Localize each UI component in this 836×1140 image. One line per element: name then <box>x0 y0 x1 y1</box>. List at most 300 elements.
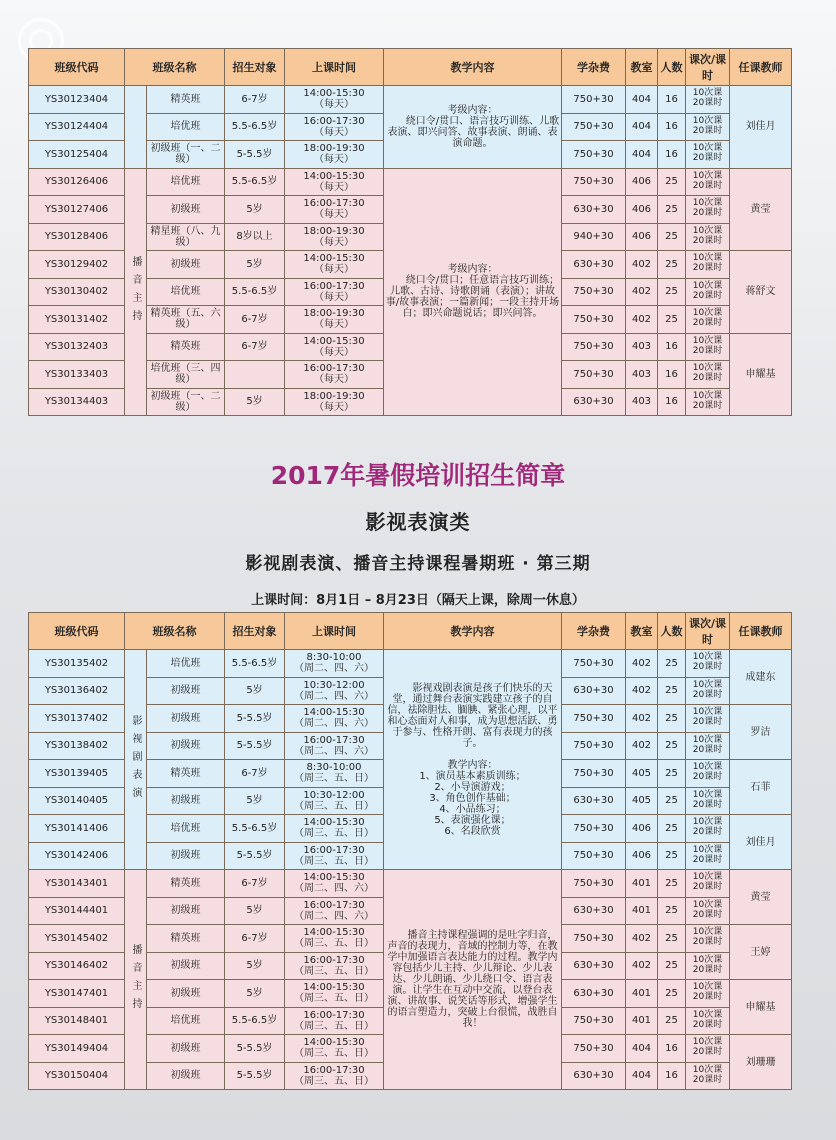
course-subtitle: 影视剧表演、播音主持课程暑期班 · 第三期 <box>245 554 591 574</box>
lesson-count: 10次课 <box>692 734 723 745</box>
teacher: 申耀基 <box>730 333 792 416</box>
class-code: YS30144401 <box>29 897 125 925</box>
audience: 5岁 <box>225 897 285 925</box>
time-range: 14:00-15:30 <box>303 335 365 347</box>
teacher: 石菲 <box>730 760 792 815</box>
student-count: 25 <box>658 223 686 251</box>
lesson-count: 10次课 <box>692 762 723 773</box>
group-label-cell: 播音主持 <box>125 168 147 416</box>
time-range: 14:00-15:30 <box>303 872 365 884</box>
class-name: 初级班 <box>147 787 225 815</box>
student-count: 25 <box>658 251 686 279</box>
class-name: 初级班 <box>147 842 225 870</box>
class-time <box>285 650 384 678</box>
header-fee: 学杂费 <box>562 613 626 650</box>
room: 402 <box>626 306 658 334</box>
student-count: 25 <box>658 278 686 306</box>
lesson-count: 10次课 <box>692 88 723 99</box>
fee: 750+30 <box>562 732 626 760</box>
teacher: 成建东 <box>730 650 792 705</box>
time-days: （周二、四、六） <box>294 718 374 730</box>
lesson-hours: 20课时 <box>692 717 723 728</box>
lesson-count: 10次课 <box>692 1037 723 1048</box>
class-code: YS30131402 <box>29 306 125 334</box>
hours <box>686 760 730 788</box>
fee: 750+30 <box>562 86 626 114</box>
table-row <box>29 870 792 898</box>
student-count: 25 <box>658 650 686 678</box>
header-teacher: 任课教师 <box>730 49 792 86</box>
time-days: （每天） <box>314 264 354 276</box>
room: 402 <box>626 278 658 306</box>
time-range: 14:00-15:30 <box>303 707 365 719</box>
class-code: YS30123404 <box>29 86 125 114</box>
header-code: 班级代码 <box>29 613 125 650</box>
header-audience: 招生对象 <box>225 613 285 650</box>
audience: 5-5.5岁 <box>225 842 285 870</box>
content-description: 播音主持课程强调的是吐字归音，声音的表现力，音域的控制力等，在教学中加强语言表达能力的过程。教学内容包括少儿主持、少儿辩论、少儿表达、少儿朗诵、少儿绕口令、语言表演。让学生在互动中交流，以登台表演、讲故事、说笑话等形式，增强学生的语言塑造力，突破上台很慌，战胜自我！ <box>384 870 562 1090</box>
header-room: 教室 <box>626 613 658 650</box>
lesson-count: 10次课 <box>692 390 723 401</box>
table-header-row <box>29 613 792 650</box>
group-label-cell: 播音主持 <box>125 870 147 1090</box>
header-hours: 课次/课时 <box>686 613 730 650</box>
teacher: 黄莹 <box>730 870 792 925</box>
lesson-count: 10次课 <box>692 707 723 718</box>
class-time <box>285 361 384 389</box>
student-count: 25 <box>658 897 686 925</box>
hours <box>686 732 730 760</box>
class-time <box>285 223 384 251</box>
audience: 6-7岁 <box>225 760 285 788</box>
fee: 630+30 <box>562 251 626 279</box>
class-time <box>285 705 384 733</box>
time-range: 16:00-17:30 <box>303 115 365 127</box>
group-label-cell <box>125 86 147 169</box>
student-count: 25 <box>658 306 686 334</box>
header-content: 教学内容 <box>384 49 562 86</box>
room: 404 <box>626 141 658 169</box>
audience <box>225 361 285 389</box>
audience: 6-7岁 <box>225 925 285 953</box>
header-content: 教学内容 <box>384 613 562 650</box>
audience: 5-5.5岁 <box>225 705 285 733</box>
class-code: YS30124404 <box>29 113 125 141</box>
fee: 750+30 <box>562 168 626 196</box>
fee: 630+30 <box>562 388 626 416</box>
table-row <box>29 168 792 196</box>
lesson-hours: 20课时 <box>692 827 723 838</box>
class-name: 培优班 <box>147 278 225 306</box>
class-time <box>285 168 384 196</box>
header-audience: 招生对象 <box>225 49 285 86</box>
hours <box>686 223 730 251</box>
class-code: YS30150404 <box>29 1062 125 1090</box>
header-time: 上课时间 <box>285 613 384 650</box>
lesson-hours: 20课时 <box>692 345 723 356</box>
time-days: （周三、五、日） <box>294 993 374 1005</box>
hours <box>686 306 730 334</box>
lesson-hours: 20课时 <box>692 125 723 136</box>
audience: 5-5.5岁 <box>225 1062 285 1090</box>
class-name: 精英班 <box>147 925 225 953</box>
lesson-hours: 20课时 <box>692 208 723 219</box>
class-name: 精英班（五、六级） <box>147 306 225 334</box>
time-range: 18:00-19:30 <box>303 143 365 155</box>
fee: 630+30 <box>562 952 626 980</box>
header-code: 班级代码 <box>29 49 125 86</box>
fee: 630+30 <box>562 787 626 815</box>
class-time <box>285 113 384 141</box>
room: 401 <box>626 1007 658 1035</box>
time-days: （周二、四、六） <box>294 745 374 757</box>
student-count: 25 <box>658 787 686 815</box>
class-name: 初级班（一、二级） <box>147 141 225 169</box>
class-code: YS30149404 <box>29 1035 125 1063</box>
time-range: 8:30-10:00 <box>306 652 362 664</box>
room: 405 <box>626 787 658 815</box>
fee: 750+30 <box>562 113 626 141</box>
hours <box>686 333 730 361</box>
schedule-note: 上课时间：8月1日 – 8月23日（隔天上课，除周一休息） <box>251 593 585 608</box>
time-days: （每天） <box>314 181 354 193</box>
class-time <box>285 815 384 843</box>
audience: 5.5-6.5岁 <box>225 278 285 306</box>
time-days: （每天） <box>314 99 354 111</box>
fee: 750+30 <box>562 1035 626 1063</box>
lesson-count: 10次课 <box>692 1009 723 1020</box>
teacher: 刘佳月 <box>730 815 792 870</box>
class-name: 初级班 <box>147 1035 225 1063</box>
fee: 630+30 <box>562 897 626 925</box>
lesson-count: 10次课 <box>692 679 723 690</box>
class-time <box>285 1007 384 1035</box>
lesson-hours: 20课时 <box>692 153 723 164</box>
lesson-hours: 20课时 <box>692 689 723 700</box>
class-code: YS30125404 <box>29 141 125 169</box>
hours <box>686 86 730 114</box>
lesson-count: 10次课 <box>692 335 723 346</box>
hours <box>686 196 730 224</box>
group-label-cell: 影视剧表演 <box>125 650 147 870</box>
content-description: 考级内容： 绕口令/贯口；任意语言技巧训练；儿歌、古诗、诗歌朗诵（表演）；讲故事/故事表演；一篇新闻；一段主持开场白；即兴命题说话；即兴问答。 <box>384 168 562 416</box>
fee: 630+30 <box>562 196 626 224</box>
teacher: 罗洁 <box>730 705 792 760</box>
lesson-hours: 20课时 <box>692 290 723 301</box>
class-name: 培优班 <box>147 650 225 678</box>
time-range: 14:00-15:30 <box>303 927 365 939</box>
fee: 750+30 <box>562 1007 626 1035</box>
student-count: 25 <box>658 196 686 224</box>
time-days: （周二、四、六） <box>294 910 374 922</box>
audience: 5-5.5岁 <box>225 141 285 169</box>
class-code: YS30126406 <box>29 168 125 196</box>
audience: 6-7岁 <box>225 333 285 361</box>
teacher: 黄莹 <box>730 168 792 251</box>
class-name: 培优班 <box>147 815 225 843</box>
time-days: （周三、五、日） <box>294 828 374 840</box>
time-days: （周二、四、六） <box>294 690 374 702</box>
lesson-count: 10次课 <box>692 844 723 855</box>
header-time: 上课时间 <box>285 49 384 86</box>
student-count: 16 <box>658 361 686 389</box>
class-code: YS30128406 <box>29 223 125 251</box>
class-code: YS30139405 <box>29 760 125 788</box>
audience: 5-5.5岁 <box>225 732 285 760</box>
class-code: YS30141406 <box>29 815 125 843</box>
lesson-hours: 20课时 <box>692 318 723 329</box>
time-range: 14:00-15:30 <box>303 88 365 100</box>
student-count: 16 <box>658 388 686 416</box>
room: 406 <box>626 842 658 870</box>
room: 406 <box>626 168 658 196</box>
lesson-hours: 20课时 <box>692 937 723 948</box>
class-code: YS30133403 <box>29 361 125 389</box>
time-days: （每天） <box>314 401 354 413</box>
lesson-hours: 20课时 <box>692 180 723 191</box>
lesson-hours: 20课时 <box>692 1019 723 1030</box>
lesson-count: 10次课 <box>692 198 723 209</box>
class-name: 精英班 <box>147 870 225 898</box>
room: 406 <box>626 223 658 251</box>
time-range: 10:30-12:00 <box>303 789 365 801</box>
time-range: 16:00-17:30 <box>303 899 365 911</box>
class-code: YS30143401 <box>29 870 125 898</box>
room: 402 <box>626 732 658 760</box>
header-count: 人数 <box>658 613 686 650</box>
lesson-count: 10次课 <box>692 652 723 663</box>
fee: 750+30 <box>562 333 626 361</box>
lesson-count: 10次课 <box>692 789 723 800</box>
room: 401 <box>626 980 658 1008</box>
header-hours: 课次/课时 <box>686 49 730 86</box>
hours <box>686 361 730 389</box>
fee: 750+30 <box>562 842 626 870</box>
class-name: 精星班（八、九级） <box>147 223 225 251</box>
fee: 750+30 <box>562 278 626 306</box>
fee: 750+30 <box>562 650 626 678</box>
class-name: 初级班 <box>147 1062 225 1090</box>
class-code: YS30146402 <box>29 952 125 980</box>
class-code: YS30140405 <box>29 787 125 815</box>
time-days: （每天） <box>314 209 354 221</box>
time-range: 16:00-17:30 <box>303 954 365 966</box>
hours <box>686 1035 730 1063</box>
room: 403 <box>626 333 658 361</box>
lesson-hours: 20课时 <box>692 1074 723 1085</box>
lesson-hours: 20课时 <box>692 882 723 893</box>
class-time <box>285 1035 384 1063</box>
room: 404 <box>626 1062 658 1090</box>
class-code: YS30137402 <box>29 705 125 733</box>
class-time <box>285 1062 384 1090</box>
class-name: 初级班 <box>147 196 225 224</box>
time-range: 18:00-19:30 <box>303 390 365 402</box>
hours <box>686 705 730 733</box>
hours <box>686 278 730 306</box>
class-time <box>285 925 384 953</box>
lesson-count: 10次课 <box>692 817 723 828</box>
class-time <box>285 388 384 416</box>
lesson-count: 10次课 <box>692 954 723 965</box>
fee: 750+30 <box>562 306 626 334</box>
table-row <box>29 650 792 678</box>
class-code: YS30134403 <box>29 388 125 416</box>
lesson-count: 10次课 <box>692 225 723 236</box>
class-name: 精英班 <box>147 333 225 361</box>
audience: 5.5-6.5岁 <box>225 168 285 196</box>
hours <box>686 1062 730 1090</box>
fee: 750+30 <box>562 925 626 953</box>
class-time <box>285 677 384 705</box>
student-count: 16 <box>658 1062 686 1090</box>
fee: 750+30 <box>562 361 626 389</box>
student-count: 25 <box>658 870 686 898</box>
fee: 750+30 <box>562 141 626 169</box>
page-title: 2017年暑假培训招生简章 <box>270 461 566 490</box>
audience: 8岁以上 <box>225 223 285 251</box>
class-code: YS30142406 <box>29 842 125 870</box>
teacher: 蒋舒文 <box>730 251 792 334</box>
time-range: 16:00-17:30 <box>303 1009 365 1021</box>
hours <box>686 113 730 141</box>
lesson-count: 10次课 <box>692 363 723 374</box>
audience: 5-5.5岁 <box>225 1035 285 1063</box>
hours <box>686 870 730 898</box>
time-days: （每天） <box>314 374 354 386</box>
time-days: （周三、五、日） <box>294 773 374 785</box>
student-count: 16 <box>658 141 686 169</box>
student-count: 25 <box>658 168 686 196</box>
time-range: 16:00-17:30 <box>303 280 365 292</box>
class-time <box>285 141 384 169</box>
class-time <box>285 333 384 361</box>
room: 403 <box>626 388 658 416</box>
class-time <box>285 980 384 1008</box>
audience: 6-7岁 <box>225 306 285 334</box>
audience: 5岁 <box>225 677 285 705</box>
hours <box>686 787 730 815</box>
hours <box>686 980 730 1008</box>
class-time <box>285 870 384 898</box>
fee: 630+30 <box>562 1062 626 1090</box>
student-count: 16 <box>658 113 686 141</box>
time-days: （周三、五、日） <box>294 965 374 977</box>
room: 402 <box>626 705 658 733</box>
time-range: 16:00-17:30 <box>303 1064 365 1076</box>
class-time <box>285 787 384 815</box>
schedule-table-1 <box>28 48 792 416</box>
time-days: （每天） <box>314 154 354 166</box>
time-range: 14:00-15:30 <box>303 1037 365 1049</box>
teacher: 刘珊珊 <box>730 1035 792 1090</box>
time-days: （每天） <box>314 126 354 138</box>
time-range: 14:00-15:30 <box>303 817 365 829</box>
hours <box>686 677 730 705</box>
hours <box>686 388 730 416</box>
class-code: YS30145402 <box>29 925 125 953</box>
lesson-hours: 20课时 <box>692 964 723 975</box>
student-count: 25 <box>658 842 686 870</box>
class-code: YS30132403 <box>29 333 125 361</box>
class-code: YS30130402 <box>29 278 125 306</box>
class-code: YS30135402 <box>29 650 125 678</box>
class-name: 初级班 <box>147 705 225 733</box>
time-days: （每天） <box>314 319 354 331</box>
student-count: 25 <box>658 677 686 705</box>
lesson-count: 10次课 <box>692 899 723 910</box>
student-count: 25 <box>658 732 686 760</box>
header-count: 人数 <box>658 49 686 86</box>
time-range: 14:00-15:30 <box>303 253 365 265</box>
class-name: 精英班 <box>147 86 225 114</box>
lesson-count: 10次课 <box>692 115 723 126</box>
audience: 6-7岁 <box>225 870 285 898</box>
room: 404 <box>626 86 658 114</box>
student-count: 25 <box>658 980 686 1008</box>
student-count: 25 <box>658 952 686 980</box>
room: 402 <box>626 650 658 678</box>
content-description: 影视戏剧表演是孩子们快乐的天堂，通过舞台表演实践建立孩子的自信，祛除胆怯、腼腆、紧张心理，以平和心态面对人和事，成为思想活跃、勇于参与、性格开朗、富有表现力的孩子。 教学内容： 1、演员基本素质训练； 2、小导演游戏； 3、角色创作基础； 4、小品练习； 5、表演强化课； 6、名段欣赏 <box>384 650 562 870</box>
category-title: 影视表演类 <box>365 510 471 534</box>
class-time <box>285 306 384 334</box>
table-header-row <box>29 49 792 86</box>
time-range: 14:00-15:30 <box>303 982 365 994</box>
class-name: 培优班 <box>147 1007 225 1035</box>
lesson-count: 10次课 <box>692 1064 723 1075</box>
hours <box>686 952 730 980</box>
fee: 630+30 <box>562 677 626 705</box>
time-range: 14:00-15:30 <box>303 170 365 182</box>
fee: 630+30 <box>562 980 626 1008</box>
class-time <box>285 196 384 224</box>
room: 402 <box>626 251 658 279</box>
class-code: YS30136402 <box>29 677 125 705</box>
header-class-name: 班级名称 <box>125 613 225 650</box>
fee: 750+30 <box>562 760 626 788</box>
time-days: （每天） <box>314 346 354 358</box>
audience: 5岁 <box>225 388 285 416</box>
room: 405 <box>626 760 658 788</box>
time-range: 10:30-12:00 <box>303 679 365 691</box>
class-time <box>285 86 384 114</box>
time-days: （周二、四、六） <box>294 663 374 675</box>
hours <box>686 650 730 678</box>
class-time <box>285 952 384 980</box>
room: 403 <box>626 361 658 389</box>
hours <box>686 815 730 843</box>
lesson-count: 10次课 <box>692 872 723 883</box>
class-name: 初级班 <box>147 251 225 279</box>
time-days: （每天） <box>314 236 354 248</box>
audience: 5岁 <box>225 980 285 1008</box>
time-range: 16:00-17:30 <box>303 198 365 210</box>
time-days: （周三、五、日） <box>294 1075 374 1087</box>
student-count: 25 <box>658 925 686 953</box>
class-name: 培优班 <box>147 168 225 196</box>
audience: 5岁 <box>225 787 285 815</box>
audience: 5.5-6.5岁 <box>225 815 285 843</box>
time-days: （周三、五、日） <box>294 855 374 867</box>
lesson-hours: 20课时 <box>692 744 723 755</box>
class-name: 精英班 <box>147 760 225 788</box>
hours <box>686 842 730 870</box>
student-count: 16 <box>658 86 686 114</box>
lesson-count: 10次课 <box>692 927 723 938</box>
time-range: 16:00-17:30 <box>303 844 365 856</box>
student-count: 25 <box>658 815 686 843</box>
hours <box>686 168 730 196</box>
